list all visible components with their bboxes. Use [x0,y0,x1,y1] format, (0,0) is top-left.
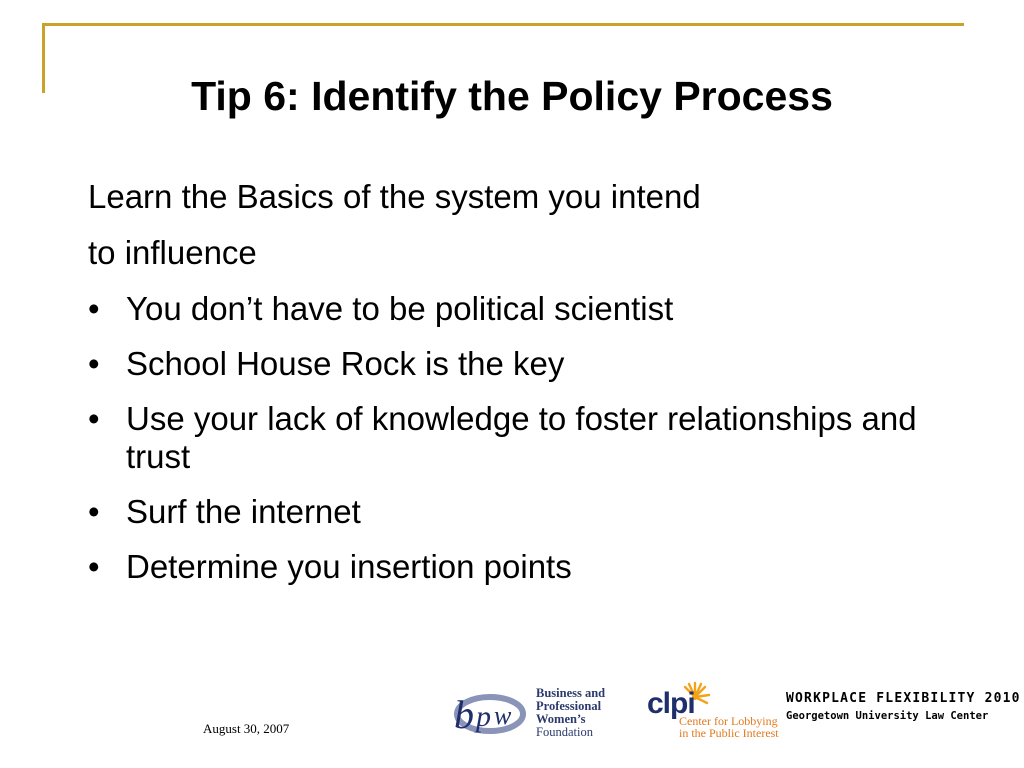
accent-rule-horizontal [42,23,964,26]
clpi-sub-line-2: in the Public Interest [679,726,779,740]
bullet-text: Surf the internet [126,493,361,530]
bullet-dot-icon: • [88,548,100,585]
bullet-item [88,290,968,328]
slide-body [88,178,968,603]
svg-text:b: b [454,692,474,737]
bullet-dot-icon: • [88,400,100,437]
bullet-text: School House Rock is the key [126,345,565,382]
clpi-wordmark: clpi [647,687,695,720]
wf-subtitle: Georgetown University Law Center [786,710,989,722]
bullet-item [88,400,968,476]
wf-title: WORKPLACE FLEXIBILITY 2010 [786,691,1021,706]
bpw-logo-icon [450,684,526,744]
bullet-item [88,345,968,383]
clpi-subtitle [679,715,779,739]
clpi-logo [643,681,788,745]
bpw-line-2: Professional [536,699,602,713]
clpi-sub-line-1: Center for Lobbying [679,714,778,728]
workplace-flexibility-logo [786,691,1021,731]
bpw-line-1: Business and [536,686,606,700]
svg-text:w: w [494,701,512,730]
bullet-text: Use your lack of knowledge to foster relationships and trust [126,400,917,475]
bpw-line-4: Foundation [536,725,593,739]
intro-line-2: to influence [88,234,257,271]
bpw-foundation-logo [450,684,635,746]
bullet-dot-icon: • [88,345,100,382]
intro-line-1: Learn the Basics of the system you intend [88,178,701,215]
footer-date: August 30, 2007 [203,721,290,736]
bullet-dot-icon: • [88,290,100,327]
slide-title: Tip 6: Identify the Policy Process [191,73,833,119]
svg-text:p: p [476,700,491,733]
bullet-list [88,290,968,586]
bullet-item [88,548,968,586]
bullet-item [88,493,968,531]
bpw-logo-text [536,687,605,739]
bullet-dot-icon: • [88,493,100,530]
bullet-text: Determine you insertion points [126,548,572,585]
bpw-line-3: Women’s [536,712,586,726]
bullet-text: You don’t have to be political scientist [126,290,674,327]
